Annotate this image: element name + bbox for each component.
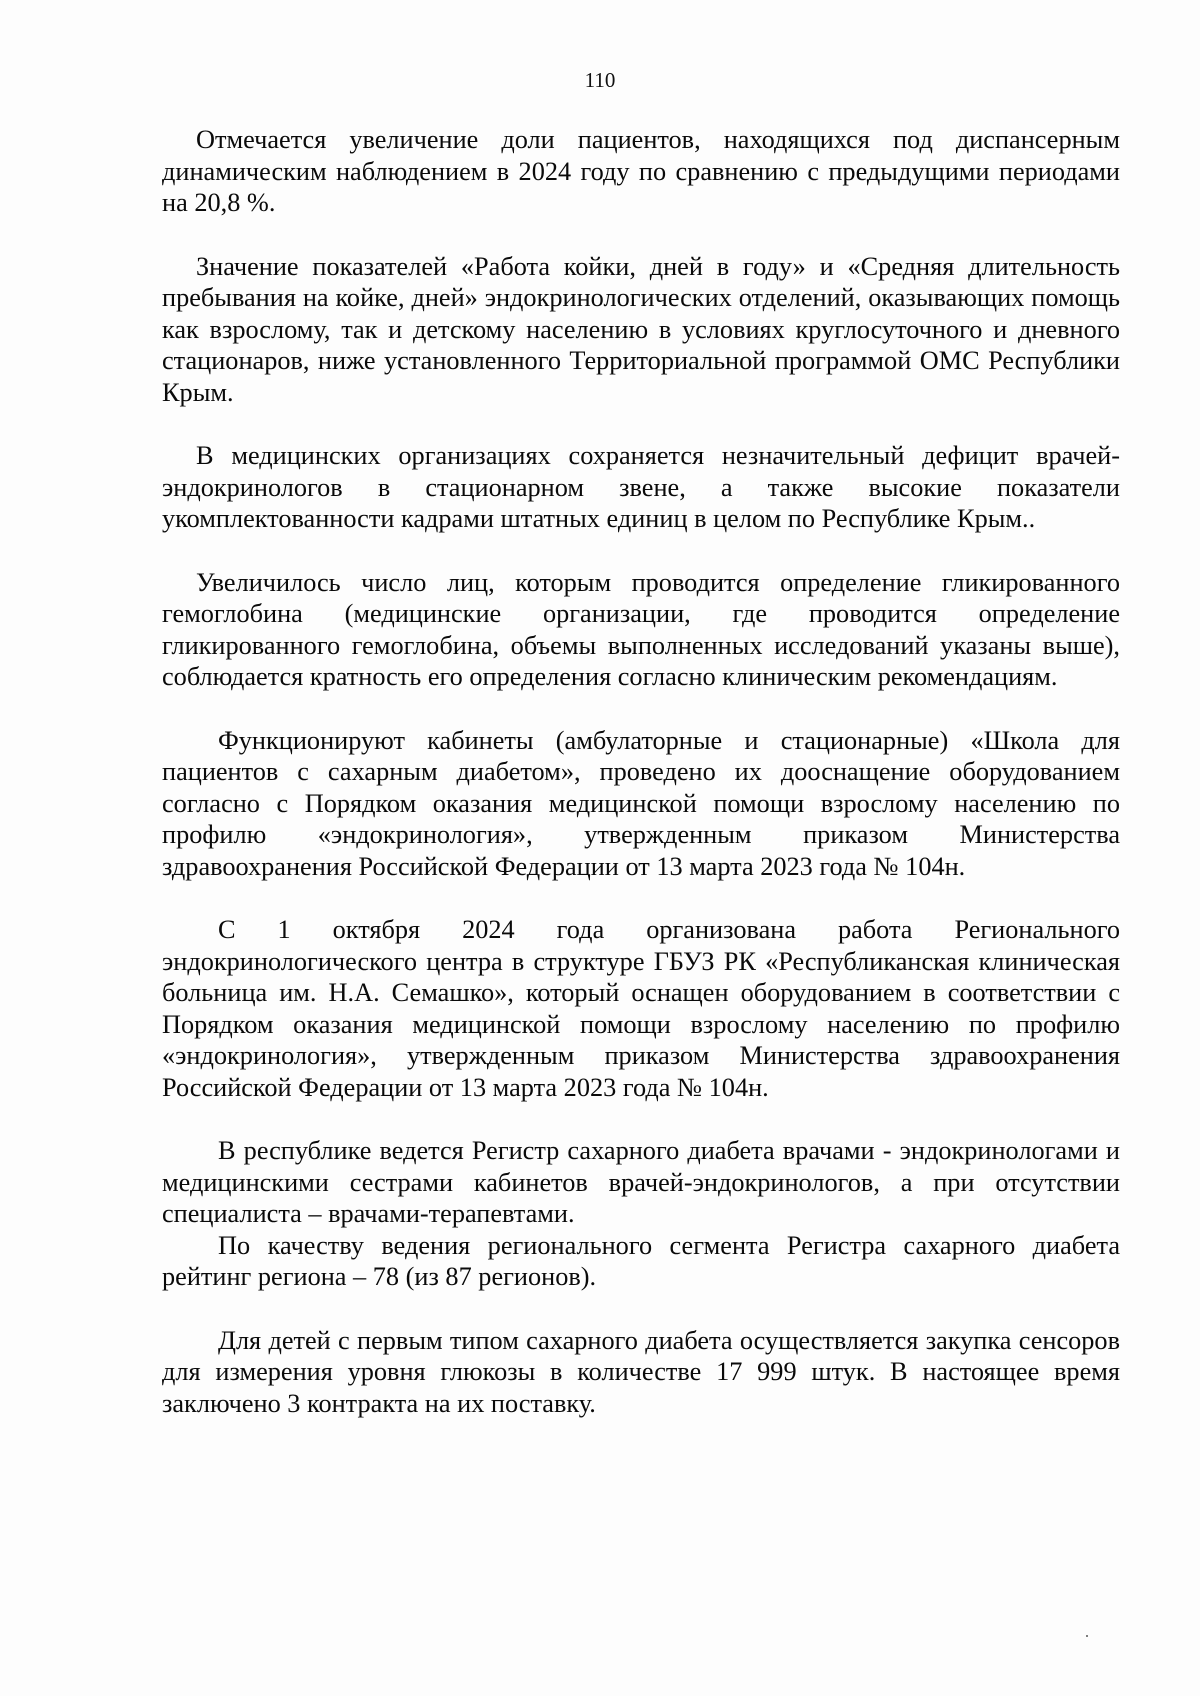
paragraph-gap (162, 535, 1120, 567)
paragraph-staffing: В медицинских организациях сохраняется незначительный дефицит врачей-эндокринологов в стационарном звене, а также высокие показатели укомплектованности кадрами штатных единиц в целом по Республике Крым.. (162, 441, 1120, 533)
paragraph-glycated-hemoglobin: Увеличилось число лиц, которым проводится определение гликированного гемоглобина (медицинские организации, где проводится определение гликированного гемоглобина, объемы выполненных исследований указаны выше), соблюдается кратность его определения согласно клиническим рекомендациям. (162, 567, 1120, 691)
paragraph-gap (162, 1103, 1120, 1135)
paragraph-endocrinology-center: С 1 октября 2024 года организована работа Регионального эндокринологического центра в структуре ГБУЗ РК «Республиканская клиническая больница им. Н.А. Семашко», который оснащен оборудованием в соответствии с Порядком оказания медицинской помощи взрослому населению по профилю «эндокринология», утвержденным приказом Министерства здравоохранения Российской Федерации от 13 марта 2023 года № 104н. (162, 915, 1120, 1102)
paragraph-gap (162, 693, 1120, 725)
scan-speck (1086, 1635, 1088, 1637)
paragraph-glucose-sensors: Для детей с первым типом сахарного диабета осуществляется закупка сенсоров для измерения уровня глюкозы в количестве 17 999 штук. В настоящее время заключено 3 контракта на их поставку. (162, 1325, 1120, 1418)
paragraph-diabetes-register: В республике ведется Регистр сахарного диабета врачами - эндокринологами и медицинскими сестрами кабинетов врачей-эндокринологов, а при отсутствии специалиста – врачами-терапевтами. (162, 1136, 1120, 1228)
paragraph-gap (162, 1293, 1120, 1325)
paragraph-gap (162, 882, 1120, 914)
paragraph-region-rating: По качеству ведения регионального сегмента Регистра сахарного диабета рейтинг региона – 78 (из 87 регионов). (162, 1230, 1120, 1291)
paragraph-gap (162, 408, 1120, 440)
page-number: 110 (584, 68, 616, 92)
paragraph-dispensary-observation: Отмечается увеличение доли пациентов, находящихся под диспансерным динамическим наблюдением в 2024 году по сравнению с предыдущими периодами на 20,8 %. (162, 125, 1120, 217)
document-body (162, 124, 1120, 1419)
paragraph-bed-indicators: Значение показателей «Работа койки, дней в году» и «Средняя длительность пребывания на койке, дней» эндокринологических отделений, оказывающих помощь как взрослому, так и детскому населению в условиях круглосуточного и дневного стационаров, ниже установленного Территориальной программой ОМС Республики Крым. (162, 251, 1120, 407)
paragraph-diabetes-school: Функционируют кабинеты (амбулаторные и стационарные) «Школа для пациентов с сахарным диабетом», проведено их дооснащение оборудованием согласно с Порядком оказания медицинской помощи взрослому населению по профилю «эндокринология», утвержденным приказом Министерства здравоохранения Российской Федерации от 13 марта 2023 года № 104н. (162, 725, 1120, 881)
paragraph-gap (162, 219, 1120, 251)
